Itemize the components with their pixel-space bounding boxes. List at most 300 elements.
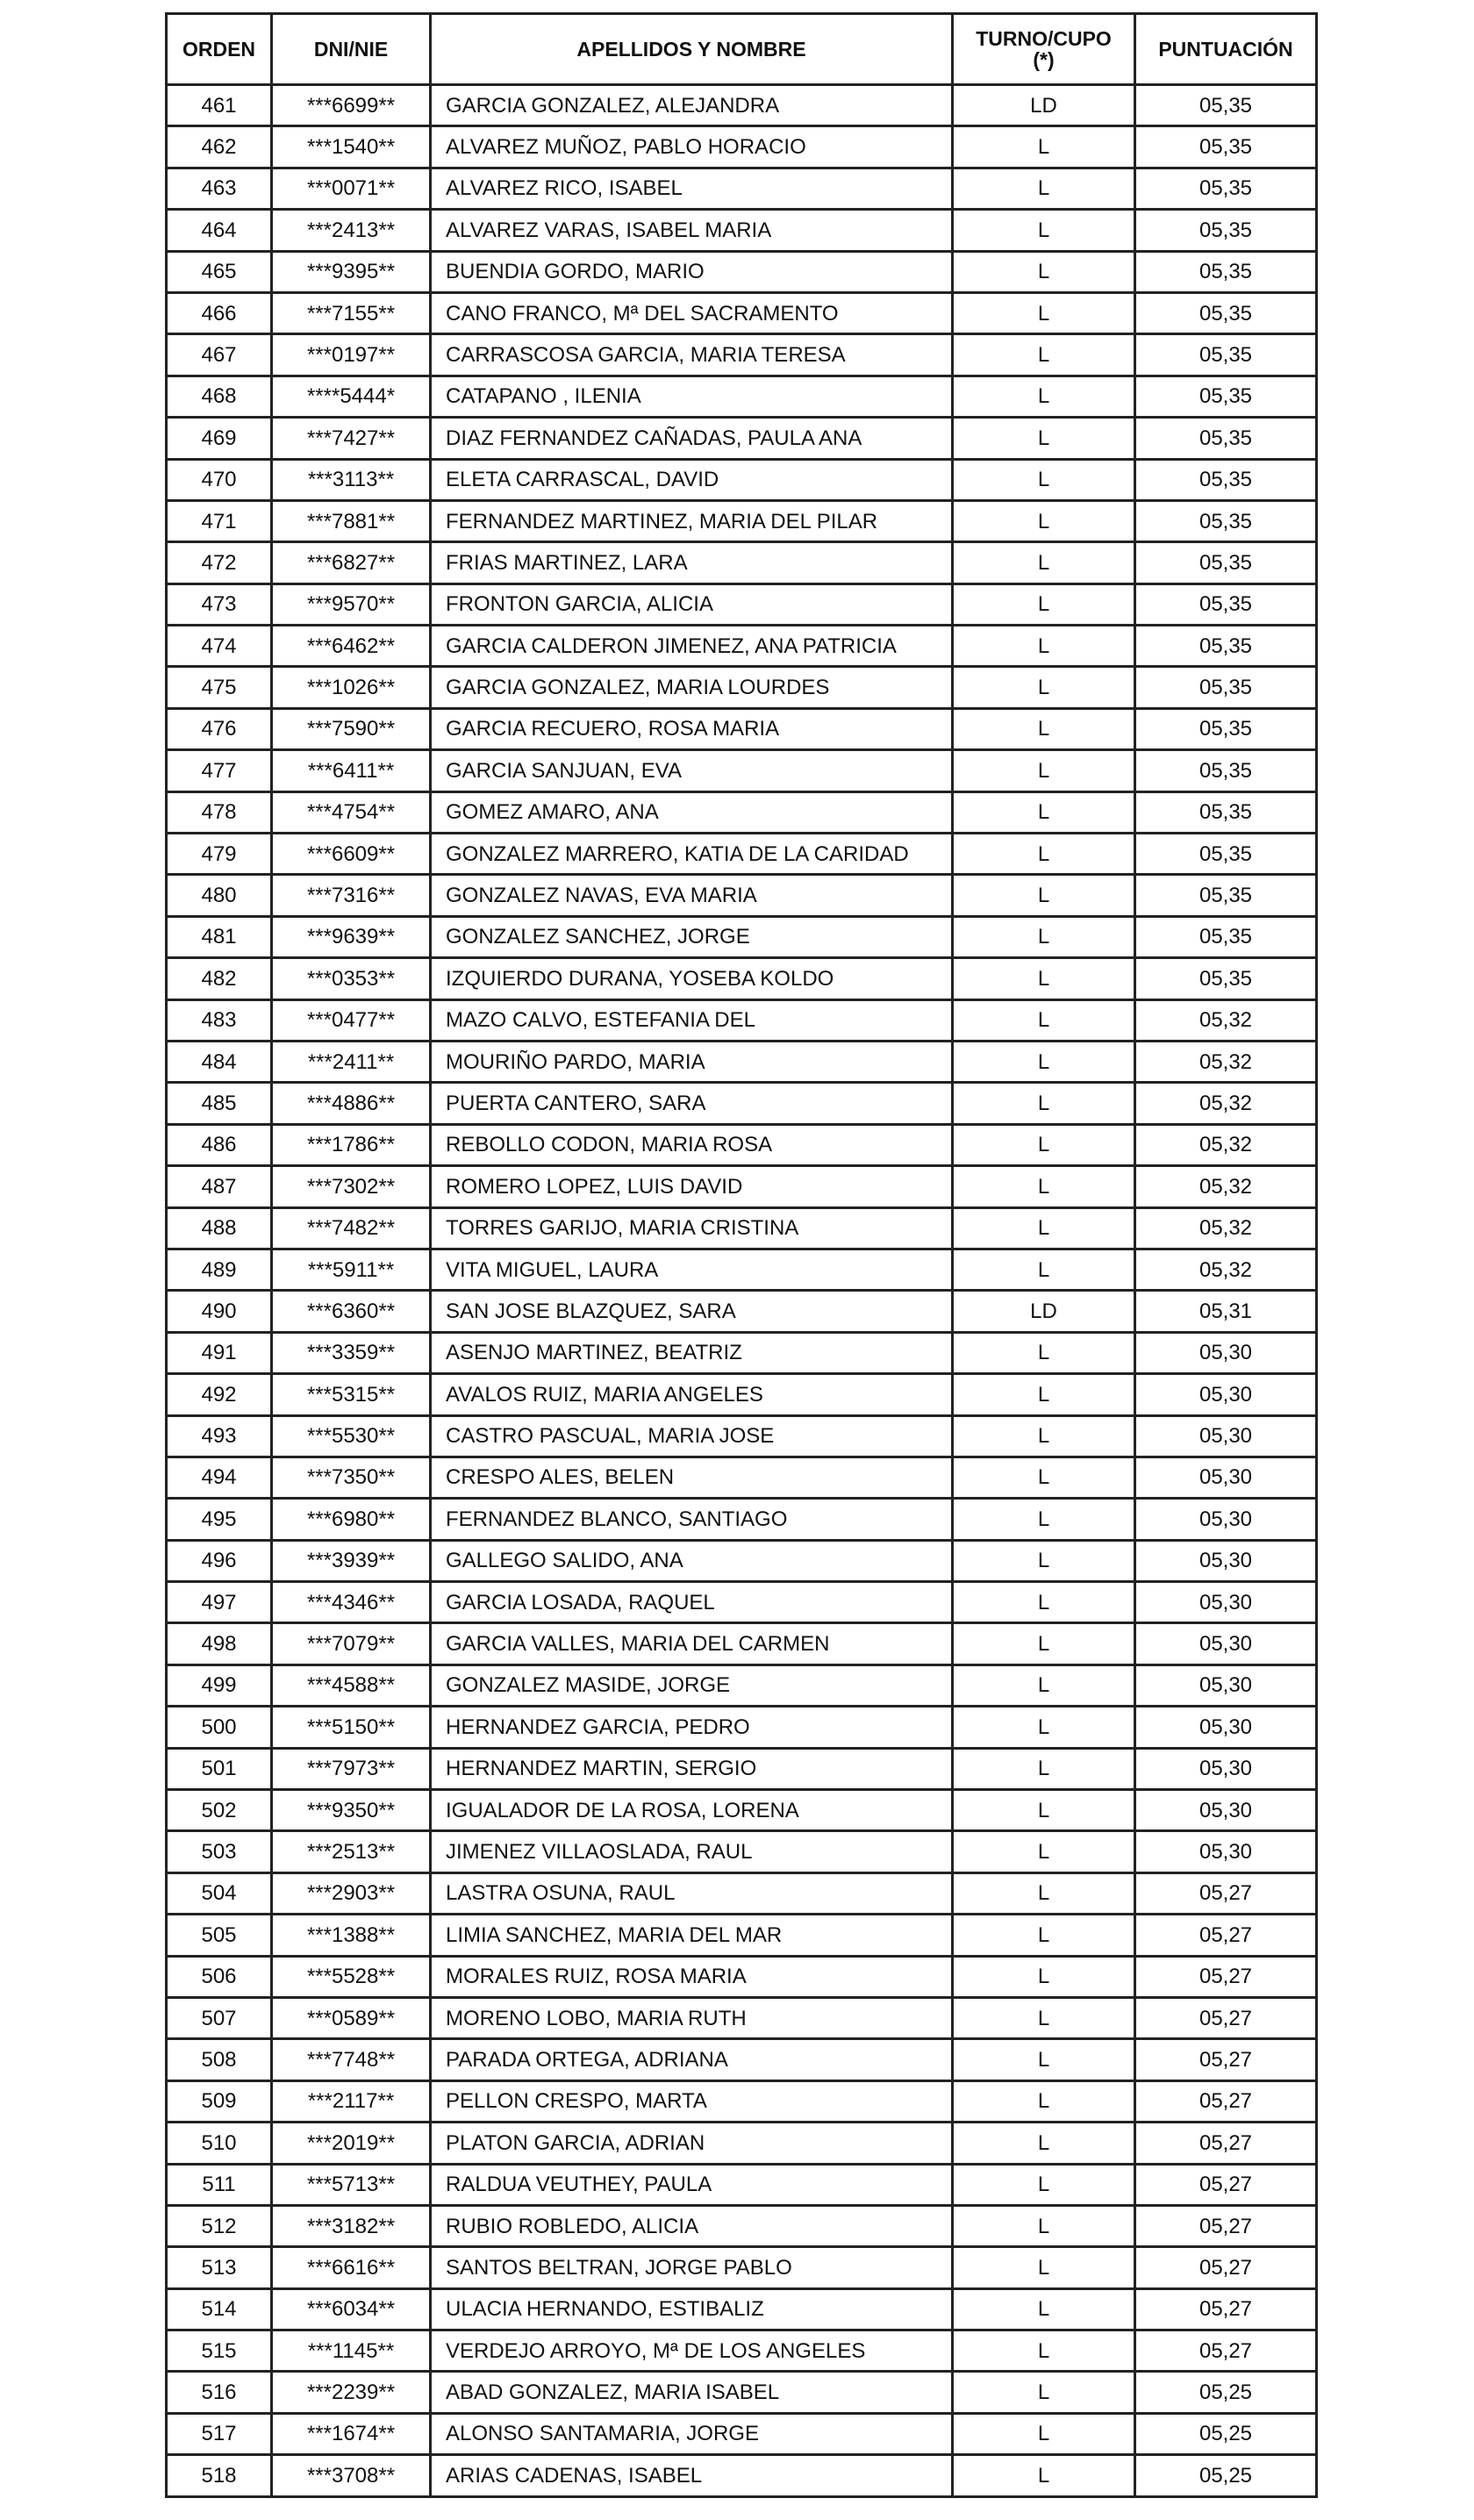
puntuacion-cell: 05,35 [1135, 708, 1317, 749]
puntuacion-cell: 05,35 [1135, 875, 1317, 916]
orden-cell: 481 [167, 916, 272, 957]
dni-cell: ***2019** [272, 2123, 431, 2164]
name-cell: LASTRA OSUNA, RAUL [431, 1872, 953, 1914]
table-row [167, 1332, 1317, 1373]
orden-cell: 461 [167, 85, 272, 126]
puntuacion-cell: 05,27 [1135, 2164, 1317, 2205]
table-row [167, 999, 1317, 1041]
turno-cell: L [953, 750, 1135, 791]
table-header-row [167, 14, 1317, 85]
turno-cell: LD [953, 1291, 1135, 1332]
turno-cell: L [953, 2123, 1135, 2164]
table-row [167, 1457, 1317, 1498]
table-row [167, 791, 1317, 833]
turno-cell: L [953, 2080, 1135, 2122]
dni-cell: ***4886** [272, 1083, 431, 1124]
turno-cell: L [953, 376, 1135, 417]
puntuacion-cell: 05,25 [1135, 2372, 1317, 2413]
dni-cell: ***2239** [272, 2372, 431, 2413]
dni-cell: ***9570** [272, 583, 431, 625]
orden-cell: 474 [167, 626, 272, 667]
dni-cell: ****5444* [272, 376, 431, 417]
turno-cell: L [953, 2372, 1135, 2413]
puntuacion-cell: 05,30 [1135, 1332, 1317, 1373]
orden-cell: 502 [167, 1790, 272, 1831]
puntuacion-cell: 05,35 [1135, 126, 1317, 168]
dni-cell: ***1026** [272, 667, 431, 708]
dni-cell: ***1388** [272, 1915, 431, 1956]
orden-cell: 517 [167, 2413, 272, 2454]
orden-cell: 498 [167, 1623, 272, 1664]
table-row [167, 1249, 1317, 1290]
table-row [167, 251, 1317, 292]
puntuacion-cell: 05,35 [1135, 916, 1317, 957]
turno-cell: L [953, 1207, 1135, 1249]
name-cell: GARCIA LOSADA, RAQUEL [431, 1582, 953, 1623]
name-cell: HERNANDEZ GARCIA, PEDRO [431, 1707, 953, 1748]
name-cell: CARRASCOSA GARCIA, MARIA TERESA [431, 334, 953, 376]
name-cell: GONZALEZ MASIDE, JORGE [431, 1664, 953, 1706]
table-row [167, 1664, 1317, 1706]
name-cell: GOMEZ AMARO, ANA [431, 791, 953, 833]
table-row [167, 542, 1317, 583]
puntuacion-cell: 05,35 [1135, 210, 1317, 251]
table-row [167, 2164, 1317, 2205]
orden-cell: 490 [167, 1291, 272, 1332]
orden-cell: 471 [167, 500, 272, 541]
turno-cell: L [953, 1664, 1135, 1706]
table-row [167, 626, 1317, 667]
orden-cell: 478 [167, 791, 272, 833]
table-row [167, 1207, 1317, 1249]
dni-cell: ***6411** [272, 750, 431, 791]
dni-cell: ***2903** [272, 1872, 431, 1914]
orden-cell: 468 [167, 376, 272, 417]
table-row [167, 459, 1317, 500]
table-row [167, 916, 1317, 957]
table-row [167, 1623, 1317, 1664]
dni-cell: ***3359** [272, 1332, 431, 1373]
puntuacion-cell: 05,30 [1135, 1707, 1317, 1748]
name-cell: CATAPANO , ILENIA [431, 376, 953, 417]
orden-cell: 472 [167, 542, 272, 583]
puntuacion-cell: 05,27 [1135, 2123, 1317, 2164]
turno-cell: L [953, 1997, 1135, 2038]
puntuacion-cell: 05,35 [1135, 667, 1317, 708]
orden-cell: 512 [167, 2205, 272, 2246]
puntuacion-cell: 05,35 [1135, 583, 1317, 625]
puntuacion-cell: 05,30 [1135, 1374, 1317, 1415]
table-row [167, 2330, 1317, 2372]
orden-cell: 470 [167, 459, 272, 500]
dni-cell: ***4588** [272, 1664, 431, 1706]
turno-cell: L [953, 999, 1135, 1041]
table-row [167, 834, 1317, 875]
turno-cell: L [953, 1831, 1135, 1872]
turno-cell: L [953, 210, 1135, 251]
dni-cell: ***2411** [272, 1041, 431, 1082]
table-row [167, 750, 1317, 791]
turno-cell: L [953, 2413, 1135, 2454]
name-cell: CANO FRANCO, Mª DEL SACRAMENTO [431, 292, 953, 333]
table-row [167, 2080, 1317, 2122]
table-row [167, 875, 1317, 916]
turno-cell: L [953, 251, 1135, 292]
puntuacion-cell: 05,30 [1135, 1664, 1317, 1706]
table-row [167, 126, 1317, 168]
name-cell: PLATON GARCIA, ADRIAN [431, 2123, 953, 2164]
orden-cell: 462 [167, 126, 272, 168]
orden-cell: 484 [167, 1041, 272, 1082]
dni-cell: ***9639** [272, 916, 431, 957]
dni-cell: ***7302** [272, 1166, 431, 1207]
orden-cell: 479 [167, 834, 272, 875]
puntuacion-cell: 05,32 [1135, 1041, 1317, 1082]
name-cell: MAZO CALVO, ESTEFANIA DEL [431, 999, 953, 1041]
orden-cell: 494 [167, 1457, 272, 1498]
name-cell: BUENDIA GORDO, MARIO [431, 251, 953, 292]
table-row [167, 500, 1317, 541]
turno-cell: L [953, 916, 1135, 957]
name-cell: ASENJO MARTINEZ, BEATRIZ [431, 1332, 953, 1373]
table-row [167, 418, 1317, 459]
name-cell: GARCIA VALLES, MARIA DEL CARMEN [431, 1623, 953, 1664]
dni-cell: ***3113** [272, 459, 431, 500]
table-row [167, 1915, 1317, 1956]
orden-cell: 476 [167, 708, 272, 749]
puntuacion-cell: 05,35 [1135, 168, 1317, 209]
orden-cell: 513 [167, 2247, 272, 2288]
name-cell: FRONTON GARCIA, ALICIA [431, 583, 953, 625]
orden-cell: 480 [167, 875, 272, 916]
name-cell: ABAD GONZALEZ, MARIA ISABEL [431, 2372, 953, 2413]
orden-cell: 509 [167, 2080, 272, 2122]
dni-cell: ***5315** [272, 1374, 431, 1415]
name-cell: GARCIA SANJUAN, EVA [431, 750, 953, 791]
name-cell: IGUALADOR DE LA ROSA, LORENA [431, 1790, 953, 1831]
puntuacion-cell: 05,30 [1135, 1790, 1317, 1831]
dni-cell: ***6360** [272, 1291, 431, 1332]
turno-cell: L [953, 958, 1135, 999]
table-row [167, 2039, 1317, 2080]
dni-cell: ***0353** [272, 958, 431, 999]
turno-cell: L [953, 791, 1135, 833]
puntuacion-cell: 05,27 [1135, 1872, 1317, 1914]
table-row [167, 1872, 1317, 1914]
dni-cell: ***5528** [272, 1956, 431, 1997]
turno-cell: L [953, 1790, 1135, 1831]
turno-cell: L [953, 1041, 1135, 1082]
table-row [167, 292, 1317, 333]
turno-cell: L [953, 1748, 1135, 1789]
name-cell: ELETA CARRASCAL, DAVID [431, 459, 953, 500]
orden-cell: 514 [167, 2288, 272, 2330]
puntuacion-cell: 05,30 [1135, 1582, 1317, 1623]
dni-cell: ***6034** [272, 2288, 431, 2330]
turno-cell: L [953, 2330, 1135, 2372]
puntuacion-cell: 05,30 [1135, 1415, 1317, 1457]
header-dni: DNI/NIE [272, 14, 431, 85]
dni-cell: ***4346** [272, 1582, 431, 1623]
name-cell: PUERTA CANTERO, SARA [431, 1083, 953, 1124]
name-cell: PELLON CRESPO, MARTA [431, 2080, 953, 2122]
turno-cell: L [953, 292, 1135, 333]
table-row [167, 2123, 1317, 2164]
name-cell: SANTOS BELTRAN, JORGE PABLO [431, 2247, 953, 2288]
turno-cell: L [953, 1915, 1135, 1956]
puntuacion-cell: 05,35 [1135, 459, 1317, 500]
puntuacion-cell: 05,27 [1135, 1956, 1317, 1997]
turno-cell: L [953, 168, 1135, 209]
puntuacion-cell: 05,27 [1135, 2080, 1317, 2122]
orden-cell: 503 [167, 1831, 272, 1872]
table-row [167, 1291, 1317, 1332]
puntuacion-cell: 05,35 [1135, 334, 1317, 376]
table-row [167, 1041, 1317, 1082]
puntuacion-cell: 05,32 [1135, 1207, 1317, 1249]
turno-cell: L [953, 1374, 1135, 1415]
name-cell: FRIAS MARTINEZ, LARA [431, 542, 953, 583]
turno-cell: L [953, 2455, 1135, 2496]
table-row [167, 2413, 1317, 2454]
dni-cell: ***0071** [272, 168, 431, 209]
orden-cell: 499 [167, 1664, 272, 1706]
puntuacion-cell: 05,27 [1135, 1997, 1317, 2038]
turno-cell: L [953, 1415, 1135, 1457]
table-row [167, 168, 1317, 209]
name-cell: ALONSO SANTAMARIA, JORGE [431, 2413, 953, 2454]
dni-cell: ***4754** [272, 791, 431, 833]
orden-cell: 465 [167, 251, 272, 292]
header-puntuacion: PUNTUACIÓN [1135, 14, 1317, 85]
dni-cell: ***9350** [272, 1790, 431, 1831]
dni-cell: ***3182** [272, 2205, 431, 2246]
dni-cell: ***6980** [272, 1499, 431, 1540]
name-cell: MORALES RUIZ, ROSA MARIA [431, 1956, 953, 1997]
table-row [167, 1124, 1317, 1165]
puntuacion-cell: 05,35 [1135, 292, 1317, 333]
orden-cell: 507 [167, 1997, 272, 2038]
name-cell: GONZALEZ SANCHEZ, JORGE [431, 916, 953, 957]
turno-cell: L [953, 1166, 1135, 1207]
name-cell: SAN JOSE BLAZQUEZ, SARA [431, 1291, 953, 1332]
dni-cell: ***6827** [272, 542, 431, 583]
dni-cell: ***0197** [272, 334, 431, 376]
orden-cell: 511 [167, 2164, 272, 2205]
dni-cell: ***7881** [272, 500, 431, 541]
dni-cell: ***7155** [272, 292, 431, 333]
turno-cell: L [953, 626, 1135, 667]
table-row [167, 1582, 1317, 1623]
turno-cell: L [953, 875, 1135, 916]
name-cell: ULACIA HERNANDO, ESTIBALIZ [431, 2288, 953, 2330]
orden-cell: 488 [167, 1207, 272, 1249]
dni-cell: ***7350** [272, 1457, 431, 1498]
dni-cell: ***6699** [272, 85, 431, 126]
orden-cell: 505 [167, 1915, 272, 1956]
name-cell: AVALOS RUIZ, MARIA ANGELES [431, 1374, 953, 1415]
name-cell: GARCIA RECUERO, ROSA MARIA [431, 708, 953, 749]
table-row [167, 2288, 1317, 2330]
table-row [167, 1083, 1317, 1124]
dni-cell: ***7482** [272, 1207, 431, 1249]
table-row [167, 1415, 1317, 1457]
dni-cell: ***1674** [272, 2413, 431, 2454]
name-cell: LIMIA SANCHEZ, MARIA DEL MAR [431, 1915, 953, 1956]
dni-cell: ***6462** [272, 626, 431, 667]
orden-cell: 492 [167, 1374, 272, 1415]
table-row [167, 1707, 1317, 1748]
puntuacion-cell: 05,35 [1135, 500, 1317, 541]
dni-cell: ***0477** [272, 999, 431, 1041]
turno-cell: L [953, 2205, 1135, 2246]
puntuacion-cell: 05,27 [1135, 2205, 1317, 2246]
dni-cell: ***7427** [272, 418, 431, 459]
name-cell: CASTRO PASCUAL, MARIA JOSE [431, 1415, 953, 1457]
turno-cell: L [953, 1083, 1135, 1124]
name-cell: JIMENEZ VILLAOSLADA, RAUL [431, 1831, 953, 1872]
name-cell: ROMERO LOPEZ, LUIS DAVID [431, 1166, 953, 1207]
dni-cell: ***2513** [272, 1831, 431, 1872]
puntuacion-cell: 05,27 [1135, 2247, 1317, 2288]
name-cell: TORRES GARIJO, MARIA CRISTINA [431, 1207, 953, 1249]
turno-cell: L [953, 1457, 1135, 1498]
puntuacion-cell: 05,27 [1135, 2330, 1317, 2372]
dni-cell: ***7748** [272, 2039, 431, 2080]
name-cell: VERDEJO ARROYO, Mª DE LOS ANGELES [431, 2330, 953, 2372]
puntuacion-cell: 05,35 [1135, 626, 1317, 667]
table-row [167, 210, 1317, 251]
name-cell: GARCIA CALDERON JIMENEZ, ANA PATRICIA [431, 626, 953, 667]
name-cell: REBOLLO CODON, MARIA ROSA [431, 1124, 953, 1165]
turno-cell: L [953, 500, 1135, 541]
orden-cell: 496 [167, 1540, 272, 1581]
orden-cell: 482 [167, 958, 272, 999]
table-row [167, 2247, 1317, 2288]
dni-cell: ***5911** [272, 1249, 431, 1290]
turno-cell: L [953, 418, 1135, 459]
name-cell: CRESPO ALES, BELEN [431, 1457, 953, 1498]
table-row [167, 1956, 1317, 1997]
dni-cell: ***6616** [272, 2247, 431, 2288]
name-cell: GALLEGO SALIDO, ANA [431, 1540, 953, 1581]
puntuacion-cell: 05,32 [1135, 999, 1317, 1041]
turno-cell: L [953, 1623, 1135, 1664]
name-cell: RALDUA VEUTHEY, PAULA [431, 2164, 953, 2205]
name-cell: VITA MIGUEL, LAURA [431, 1249, 953, 1290]
turno-cell: L [953, 583, 1135, 625]
orden-cell: 469 [167, 418, 272, 459]
puntuacion-cell: 05,30 [1135, 1540, 1317, 1581]
turno-cell: L [953, 334, 1135, 376]
orden-cell: 508 [167, 2039, 272, 2080]
table-row [167, 1997, 1317, 2038]
dni-cell: ***3939** [272, 1540, 431, 1581]
turno-cell: L [953, 1332, 1135, 1373]
turno-cell: L [953, 542, 1135, 583]
puntuacion-cell: 05,32 [1135, 1249, 1317, 1290]
turno-cell: L [953, 1540, 1135, 1581]
dni-cell: ***1540** [272, 126, 431, 168]
table-row [167, 376, 1317, 417]
orden-cell: 491 [167, 1332, 272, 1373]
turno-cell: L [953, 2288, 1135, 2330]
puntuacion-cell: 05,27 [1135, 2039, 1317, 2080]
name-cell: MORENO LOBO, MARIA RUTH [431, 1997, 953, 2038]
orden-cell: 486 [167, 1124, 272, 1165]
turno-cell: L [953, 1249, 1135, 1290]
orden-cell: 495 [167, 1499, 272, 1540]
name-cell: PARADA ORTEGA, ADRIANA [431, 2039, 953, 2080]
table-row [167, 583, 1317, 625]
puntuacion-cell: 05,35 [1135, 542, 1317, 583]
orden-cell: 487 [167, 1166, 272, 1207]
puntuacion-cell: 05,35 [1135, 834, 1317, 875]
table-row [167, 708, 1317, 749]
turno-cell: L [953, 667, 1135, 708]
dni-cell: ***3708** [272, 2455, 431, 2496]
orden-cell: 475 [167, 667, 272, 708]
dni-cell: ***7973** [272, 1748, 431, 1789]
table-row [167, 1374, 1317, 1415]
orden-cell: 518 [167, 2455, 272, 2496]
dni-cell: ***7079** [272, 1623, 431, 1664]
table-row [167, 1790, 1317, 1831]
name-cell: HERNANDEZ MARTIN, SERGIO [431, 1748, 953, 1789]
table-row [167, 1540, 1317, 1581]
name-cell: GONZALEZ MARRERO, KATIA DE LA CARIDAD [431, 834, 953, 875]
table-row [167, 1831, 1317, 1872]
puntuacion-cell: 05,30 [1135, 1457, 1317, 1498]
puntuacion-cell: 05,27 [1135, 2288, 1317, 2330]
table-body [167, 85, 1317, 2497]
turno-cell: L [953, 2039, 1135, 2080]
orden-cell: 473 [167, 583, 272, 625]
turno-cell: L [953, 708, 1135, 749]
dni-cell: ***9395** [272, 251, 431, 292]
orden-cell: 504 [167, 1872, 272, 1914]
header-nombre: APELLIDOS Y NOMBRE [431, 14, 953, 85]
name-cell: ARIAS CADENAS, ISABEL [431, 2455, 953, 2496]
puntuacion-cell: 05,27 [1135, 1915, 1317, 1956]
puntuacion-cell: 05,35 [1135, 85, 1317, 126]
dni-cell: ***7590** [272, 708, 431, 749]
dni-cell: ***5530** [272, 1415, 431, 1457]
turno-cell: L [953, 1707, 1135, 1748]
name-cell: ALVAREZ VARAS, ISABEL MARIA [431, 210, 953, 251]
orden-cell: 510 [167, 2123, 272, 2164]
puntuacion-cell: 05,25 [1135, 2413, 1317, 2454]
orden-cell: 506 [167, 1956, 272, 1997]
orden-cell: 501 [167, 1748, 272, 1789]
table-row [167, 667, 1317, 708]
dni-cell: ***1145** [272, 2330, 431, 2372]
turno-cell: L [953, 126, 1135, 168]
table-row [167, 1499, 1317, 1540]
puntuacion-cell: 05,35 [1135, 791, 1317, 833]
puntuacion-cell: 05,32 [1135, 1083, 1317, 1124]
table-row [167, 2455, 1317, 2496]
name-cell: ALVAREZ RICO, ISABEL [431, 168, 953, 209]
dni-cell: ***1786** [272, 1124, 431, 1165]
turno-cell: L [953, 1956, 1135, 1997]
puntuacion-cell: 05,32 [1135, 1166, 1317, 1207]
header-turno: TURNO/CUPO (*) [953, 14, 1135, 85]
name-cell: FERNANDEZ MARTINEZ, MARIA DEL PILAR [431, 500, 953, 541]
orden-cell: 515 [167, 2330, 272, 2372]
table-row [167, 334, 1317, 376]
dni-cell: ***5713** [272, 2164, 431, 2205]
